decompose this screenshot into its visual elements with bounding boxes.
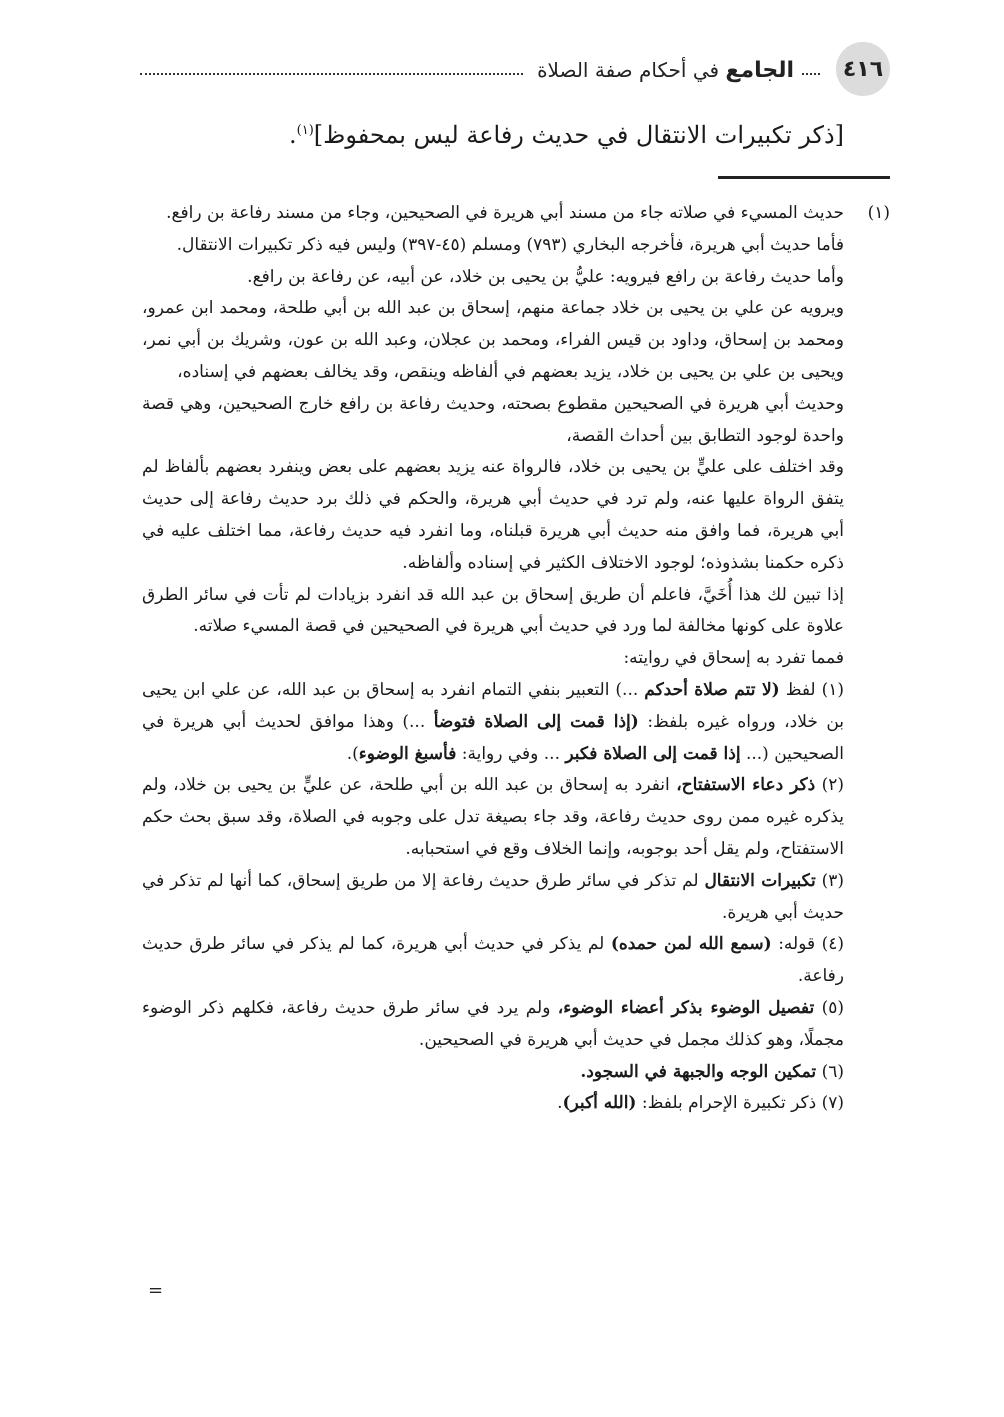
book-title: [537, 58, 794, 83]
book-title-main: الجامع: [725, 57, 794, 83]
footnote-item-6: (٦) تمكين الوجه والجبهة في السجود.: [580, 1061, 844, 1082]
footnote-paragraph: حديث المسيء في صلاته جاء من مسند أبي هريرة في الصحيحين، وجاء من مسند رفاعة بن رافع.: [166, 203, 844, 223]
main-sentence: [ذكر تكبيرات الانتقال في حديث رفاعة ليس بمحفوظ]: [313, 121, 844, 149]
footnote-paragraph: ويرويه عن علي بن يحيى بن خلاد جماعة منهم، إسحاق بن عبد الله بن أبي طلحة، ومحمد ابن عمرو، ومحمد بن إسحاق، وداود بن قيس الفراء، ومحمد بن عجلان، وعبد الله بن عون، وشريك بن أبي نمر، ويحيى بن علي بن يحيى بن خلاد، يزيد بعضهم في ألفاظه وينقص، وقد يخالف بعضهم في إسناده،: [142, 298, 844, 382]
footnote-paragraph: فمما تفرد به إسحاق في روايته:: [623, 648, 844, 669]
footnote-paragraph: وقد اختلف على عليٍّ بن يحيى بن خلاد، فالرواة عنه يزيد بعضهم على بعض وينفرد بعضهم بألفاظ لم يتفق الرواة عليها عنه، ولم ترد في حديث أبي هريرة، والحكم في ذلك برد حديث رفاعة إلى حديث أبي هريرة، فما وافق منه حديث أبي هريرة قبلناه، وما انفرد فيه حديث رفاعة، مما اختلف عليه في ذكره حكمنا بشذوذه؛ لوجود الاختلاف الكثير في إسناده وألفاظه.: [142, 457, 844, 573]
footnote-item-5: (٥) تفصيل الوضوء بذكر أعضاء الوضوء، ولم يرد في سائر طرق حديث رفاعة، فكلهم ذكر الوضوء مجملًا، وهو كذلك مجمل في حديث أبي هريرة في الصحيحين.: [142, 997, 844, 1050]
continuation-mark: =: [148, 1280, 164, 1301]
footnote-marker: (١): [867, 203, 890, 223]
dotted-leader-right: [802, 73, 820, 75]
page-number: ٤١٦: [836, 42, 890, 96]
footnote-item-2: (٢) ذكر دعاء الاستفتاح، انفرد به إسحاق بن عبد الله بن أبي طلحة، عن عليٍّ بن يحيى بن خلاد، ولم يذكره غيره ممن روى حديث رفاعة، وقد جاء بصيغة تدل على وجوبه في الصلاة، وقد سبق بحث حكم الاستفتاح، ولم يقل أحد بوجوبه، وإنما الخلاف وقع في استحبابه.: [142, 775, 844, 859]
running-title: [140, 54, 820, 86]
footnote-item-7: (٧) ذكر تكبيرة الإحرام بلفظ: (الله أكبر).: [557, 1093, 844, 1114]
page-header: [140, 42, 890, 98]
main-text: [140, 108, 844, 158]
footnote-paragraph: إذا تبين لك هذا أُخَيَّ، فاعلم أن طريق إسحاق بن عبد الله قد انفرد بزيادات لم تأت في سائر الطرق علاوة على كونها مخالفة لما ورد في حديث أبي هريرة في الصحيحين في قصة المسيء صلاته.: [142, 584, 844, 637]
footnote-item-1: (١) لفظ (لا تتم صلاة أحدكم ...) التعبير بنفي التمام انفرد به إسحاق بن عبد الله، عن علي ابن يحيى بن خلاد، ورواه غيره بلفظ: (إذا قمت إلى الصلاة فتوضأ ...) وهذا موافق لحديث أبي هريرة في الصحيحين (... إذا قمت إلى الصلاة فكبر ... وفي رواية: فأسبغ الوضوء).: [142, 679, 844, 764]
dotted-leader-left: [140, 73, 523, 75]
footnote-body: [142, 198, 844, 1120]
book-title-rest: في أحكام صفة الصلاة: [537, 57, 720, 82]
footnote-separator: [718, 176, 890, 179]
main-end: .: [288, 121, 297, 149]
footnote-item-3: (٣) تكبيرات الانتقال لم تذكر في سائر طرق حديث رفاعة إلا من طريق إسحاق، كما أنها لم تذكر في حديث أبي هريرة.: [142, 870, 845, 923]
footnote-item-4: (٤) قوله: (سمع الله لمن حمده) لم يذكر في حديث أبي هريرة، كما لم يذكر في سائر طرق حديث رفاعة.: [142, 934, 844, 987]
footnote-paragraph: وأما حديث رفاعة بن رافع فيرويه: عليُّ بن يحيى بن خلاد، عن أبيه، عن رفاعة بن رافع.: [247, 266, 844, 287]
footnote-ref[interactable]: (١): [296, 123, 314, 138]
footnote-paragraph: فأما حديث أبي هريرة، فأخرجه البخاري (٧٩٣) ومسلم (٤٥-٣٩٧) وليس فيه ذكر تكبيرات الانتقال.: [176, 234, 844, 255]
footnote-paragraph: وحديث أبي هريرة في الصحيحين مقطوع بصحته، وحديث رفاعة بن رافع خارج الصحيحين، وهي قصة واحدة لوجود التطابق بين أحداث القصة،: [142, 393, 844, 446]
footnote: [142, 198, 890, 1120]
